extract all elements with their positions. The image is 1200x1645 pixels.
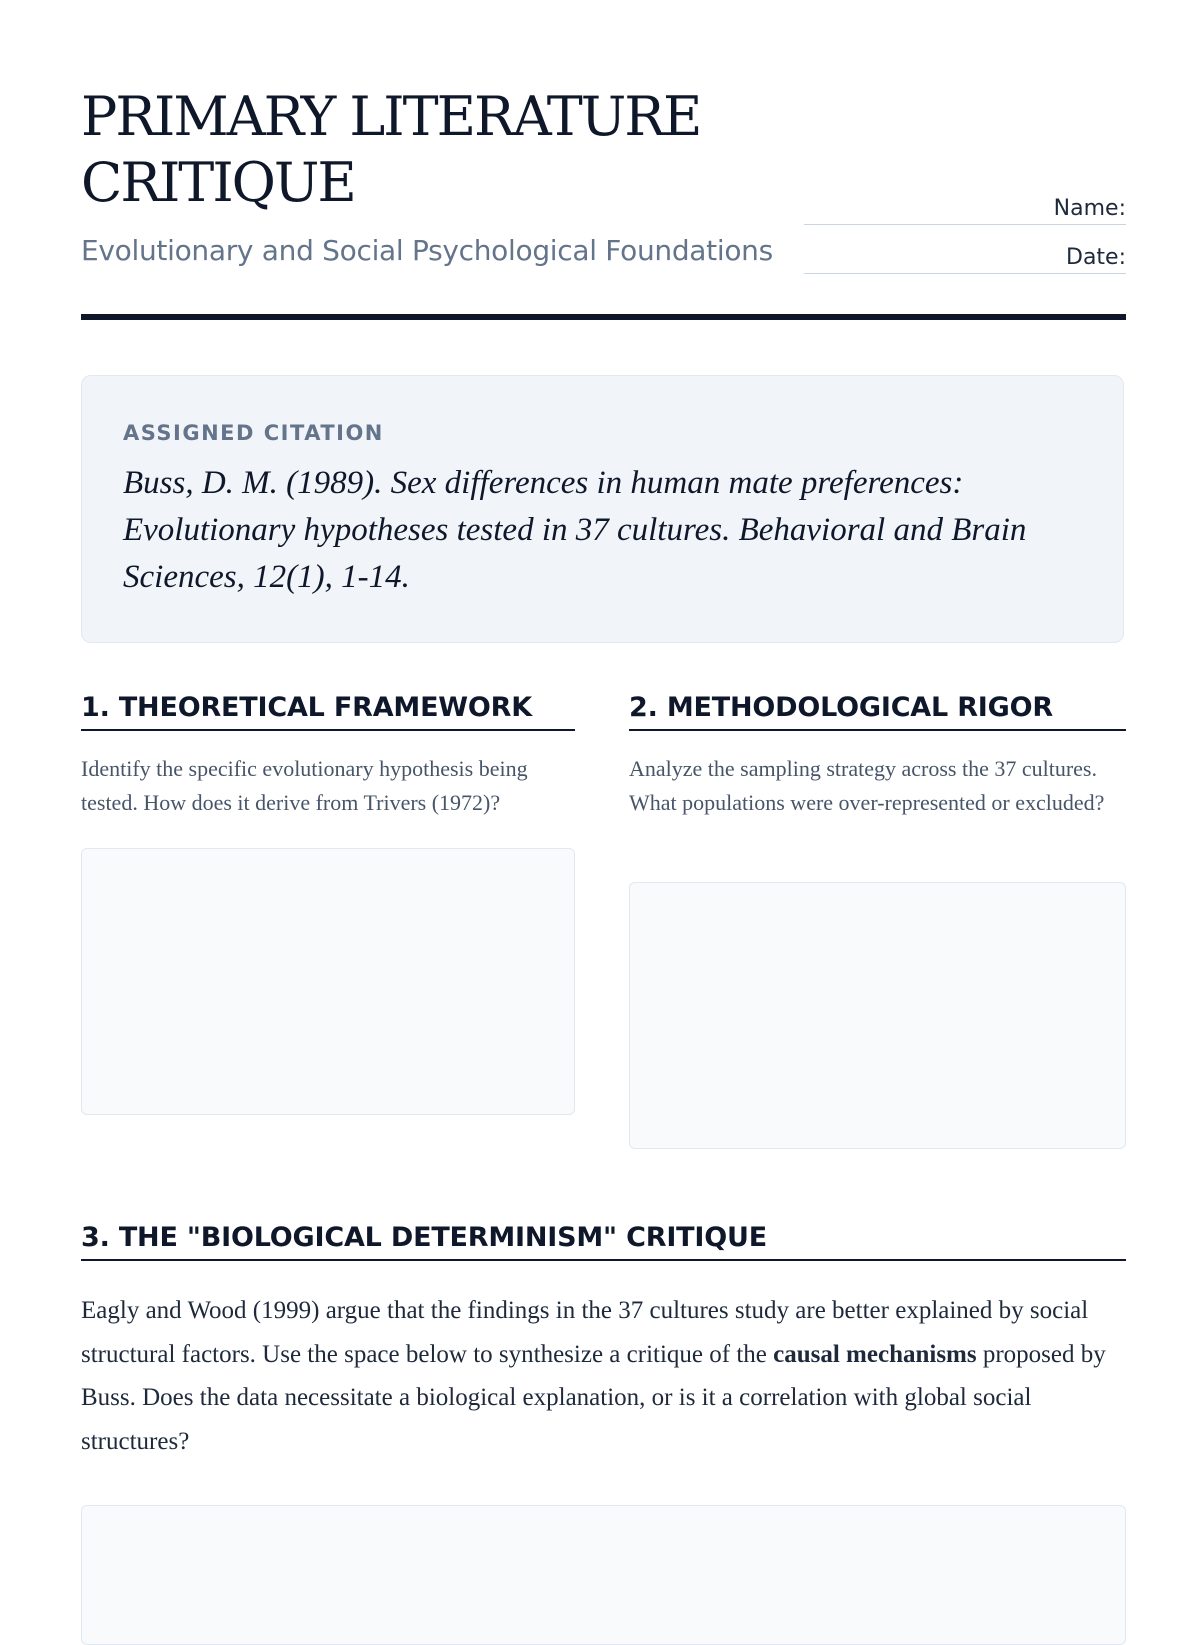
- date-label: Date:: [1066, 245, 1126, 270]
- name-field[interactable]: [804, 190, 1126, 225]
- answer-box-biological-determinism[interactable]: [81, 1505, 1126, 1645]
- worksheet-header: [81, 0, 1126, 322]
- section-heading-theoretical-framework: 1. THEORETICAL FRAMEWORK: [81, 690, 575, 731]
- worksheet-page: [81, 0, 1126, 1455]
- section-prompt-theoretical-framework: Identify the specific evolutionary hypothesis being tested. How does it derive from Trivers (1972)?: [81, 756, 528, 815]
- citation-label: ASSIGNED CITATION: [123, 421, 384, 445]
- section-prompt-methodological-rigor: Analyze the sampling strategy across the 37 cultures. What populations were over-represented or excluded?: [629, 756, 1105, 815]
- answer-box-theoretical-framework[interactable]: [81, 848, 575, 1115]
- prompt-text-before: Eagly and Wood (1999) argue that the findings in the 37 cultures study are better explained by social structural factors. Use the space below to synthesize a critique of the: [81, 1297, 1089, 1368]
- date-field[interactable]: [804, 239, 1126, 274]
- citation-box: [81, 375, 1124, 643]
- student-info: [804, 190, 1126, 288]
- prompt-text-after: proposed by Buss. Does the data necessitate a biological explanation, or is it a correlation with global social structures?: [81, 1340, 1106, 1455]
- citation-text: Buss, D. M. (1989). Sex differences in human mate preferences: Evolutionary hypotheses tested in 37 cultures. Behavioral and Brain Sciences, 12(1), 1-14.: [123, 465, 1027, 595]
- section-heading-biological-determinism: 3. THE "BIOLOGICAL DETERMINISM" CRITIQUE: [81, 1220, 1126, 1261]
- header-divider: [81, 314, 1126, 320]
- section-heading-methodological-rigor: 2. METHODOLOGICAL RIGOR: [629, 690, 1126, 731]
- answer-box-methodological-rigor[interactable]: [629, 882, 1126, 1149]
- section-prompt-biological-determinism: [81, 1289, 1126, 1463]
- prompt-emphasis: causal mechanisms: [773, 1340, 977, 1368]
- page-title: PRIMARY LITERATURE CRITIQUE: [81, 85, 701, 214]
- name-label: Name:: [1053, 196, 1126, 221]
- page-subtitle: Evolutionary and Social Psychological Foundations: [81, 234, 773, 267]
